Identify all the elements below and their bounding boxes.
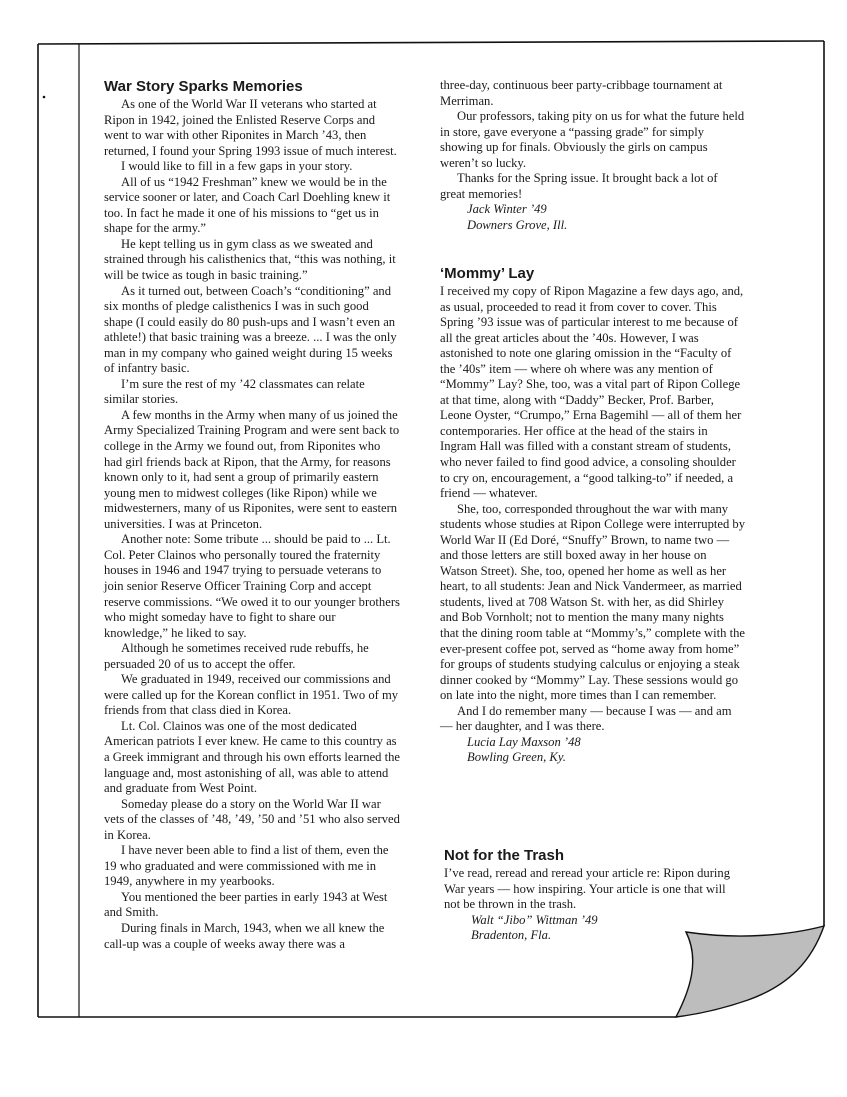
frame-top-border [38,41,824,44]
war-story-continuation-paragraph: three-day, continuous beer party-cribbage tournament at Merriman. [440,78,723,108]
war-story-paragraph: You mentioned the beer parties in early 1943 at West and Smith. [104,889,388,920]
war-story-paragraph: Someday please do a story on the World War II war vets of the classes of ’48, ’49, ’50 and ’51 who also served in Korea. [104,796,400,842]
war-story-paragraph: Our professors, taking pity on us for what the future held in store, gave everyone a “passing grade” for simply showing up for finals. Obviously the girls on campus weren’t so lucky. [440,109,745,170]
war-story-paragraph: I have never been able to find a list of them, even the 19 who graduated and were commissioned with me in 1949, anywhere in my yearbooks. [104,843,389,889]
mommy-lay-signature [440,735,745,766]
trash-signature [444,913,734,944]
war-story-signature [440,202,745,233]
signature-place: Downers Grove, Ill. [467,217,568,232]
signature-name: Walt “Jibo” Wittman ’49 [471,912,598,927]
war-story-paragraph: I’m sure the rest of my ’42 classmates can relate similar stories. [104,376,365,407]
war-story-paragraph: Lt. Col. Clainos was one of the most dedicated American patriots I ever knew. He came to this country as a Greek immigrant and through his own efforts learned the language and, most astonishing of all, was able to attend and graduate from West Point. [104,718,400,796]
left-column [104,78,400,952]
war-story-paragraph: A few months in the Army when many of us joined the Army Specialized Training Program and were sent back to college in the Army we found out, from Riponites who had girl friends back at Ripon, that the Army, for reasons known only to it, had sent a group of primarily eastern young men to midwest colleges (like Ripon) while we midwesterners, many of us Riponites, were sent to eastern universities. I was at Princeton. [104,407,400,531]
war-story-paragraph: During finals in March, 1943, when we all knew the call-up was a couple of weeks away there was a [104,920,385,951]
signature-place: Bradenton, Fla. [471,928,552,943]
mommy-lay-paragraph: And I do remember many — because I was — and am — her daughter, and I was there. [440,703,732,734]
war-story-body [104,97,400,952]
mommy-lay-headline: ‘Mommy’ Lay [440,265,535,282]
war-story-paragraph: Another note: Some tribute ... should be paid to ... Lt. Col. Peter Clainos who personally toured the fraternity houses in 1946 and 1947 trying to persuade veterans to join senior Reserve Officer Training Corp and accept reserve commissions. “We owed it to our younger brothers who might someday have to fight to share our knowledge,” he liked to say. [104,532,400,640]
war-story-paragraph: Although he sometimes received rude rebuffs, he persuaded 20 of us to accept the offer. [104,641,369,671]
war-story-paragraph: As one of the World War II veterans who started at Ripon in 1942, joined the Enlisted Reserve Corps and went to war with other Riponites in March ’43, then returned, I found your Spring 1993 issue of much interest. [104,97,397,158]
war-story-headline: War Story Sparks Memories [104,78,303,95]
signature-place: Bowling Green, Ky. [467,750,566,765]
margin-dot [43,96,46,99]
war-story-continuation [440,78,745,233]
trash-article [444,847,734,944]
mommy-lay-paragraph: She, too, corresponded throughout the war with many students whose studies at Ripon College were interrupted by World War II (Ed Doré, “Snuffy” Brown, to name two — and those letters are still boxed away in her house on Watson Street). She, too, opened her home as well as her heart, to all students: Jean and Nick Vandermeer, as married students, lived at 708 Watson St. with her, as did Shirley and Bob Vornholt; not to mention the many many nights that the dining room table at “Mommy’s,” complete with the ever-present coffee pot, served as “home away from home” for groups of students studying calculus or enjoying a steak dinner cooked by “Mommy” Lay. These sessions would go on late into the night, more times than I can remember. [440,501,745,703]
war-story-paragraph: We graduated in 1949, received our commissions and were called up for the Korean conflict in 1951. Two of my friends from that class died in Korea. [104,672,399,718]
signature-name: Jack Winter ’49 [467,202,547,217]
mommy-lay-paragraph: I received my copy of Ripon Magazine a few days ago, and, as usual, proceeded to read it from cover to cover. This Spring ’93 issue was of particular interest to me because of all the great articles about the ’40s. However, I was astonished to note one glaring omission in the “Faculty of the ’40s” item — where oh where was any mention of “Mommy” Lay? She, too, was a vital part of Ripon College at that time, along with “Daddy” Becker, Prof. Barber, Leone Oyster, “Crumpo,” Erna Bagemihl — all of them her contemporaries. Her office at the head of the stairs in Ingram Hall was filled with a constant stream of students, who never failed to find good advice, a consoling shoulder to cry on, encouragement, a “good talking-to” if needed, a friend — whatever. [440,284,744,501]
war-story-paragraph: Thanks for the Spring issue. It brought back a lot of great memories! [440,171,718,201]
signature-name: Lucia Lay Maxson ’48 [467,734,581,749]
trash-paragraph: I’ve read, reread and reread your article re: Ripon during War years — how inspiring. Your article is one that will not be thrown in the trash. [444,866,731,912]
war-story-paragraph: As it turned out, between Coach’s “conditioning” and six months of pledge calisthenics I was in such good shape (I could easily do 80 push-ups and I wasn’t even an athlete!) that basic training was a breeze. ... I was the only man in my company who gained weight during 15 weeks of infantry basic. [104,283,397,376]
war-story-paragraph: All of us “1942 Freshman” knew we would be in the service sooner or later, and Coach Carl Doehling knew it too. In fact he made it one of his missions to “get us in shape for the army.” [104,174,391,236]
trash-headline: Not for the Trash [444,847,565,864]
right-column [440,78,745,233]
mommy-lay-article [440,265,745,766]
war-story-paragraph: I would like to fill in a few gaps in your story. [121,159,353,174]
war-story-paragraph: He kept telling us in gym class as we sweated and strained through his calisthenics that, “this was nothing, it will be twice as tough in basic training.” [104,236,396,283]
